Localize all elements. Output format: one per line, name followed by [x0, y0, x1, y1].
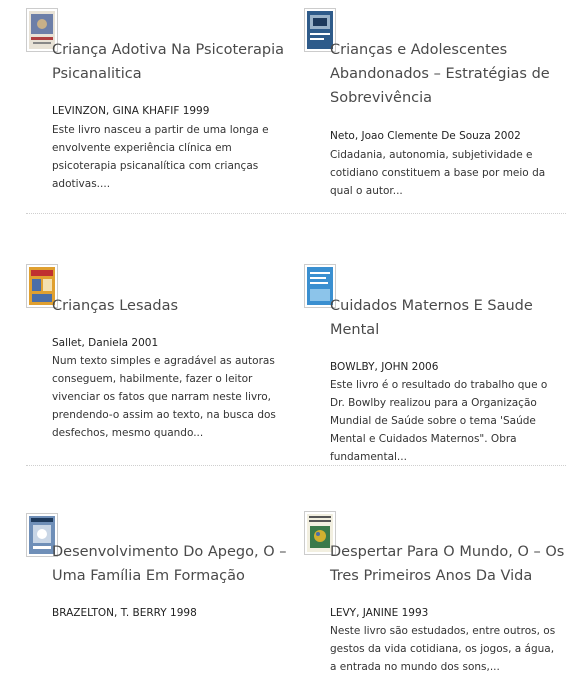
book-author-year: LEVY, JANINE 1993: [330, 607, 429, 619]
book-item: [26, 8, 285, 208]
book-author-year: BOWLBY, JOHN 2006: [330, 361, 439, 373]
book-item: [304, 264, 554, 463]
book-title[interactable]: Crianças Lesadas: [52, 298, 179, 314]
book-description: Este livro é o resultado do trabalho que o Dr. Bowlby realizou para a Organização Mundial de Saúde sobre o tema 'Saúde Mental e Cuidados Maternos". Obra fundamental...: [330, 379, 548, 463]
book-item: [26, 513, 287, 673]
book-item: [26, 264, 276, 454]
row-separator: [26, 213, 566, 214]
book-item: [304, 8, 554, 208]
book-description: Cidadania, autonomia, subjetividade e cotidiano constituem a base por meio da qual o autor...: [330, 149, 546, 197]
book-title[interactable]: Crianças e Adolescentes Abandonados – Estratégias de Sobrevivência: [330, 42, 550, 106]
book-author-year: BRAZELTON, T. BERRY 1998: [52, 607, 197, 619]
book-description: Num texto simples e agradável as autoras conseguem, habilmente, fazer o leitor vivenciar os fatos que narram neste livro, prendendo-o assim ao texto, na busca dos desfechos, mesmo quando...: [52, 355, 276, 439]
book-author-year: Neto, Joao Clemente De Souza 2002: [330, 130, 521, 142]
book-author-year: LEVINZON, GINA KHAFIF 1999: [52, 105, 210, 117]
book-author-year: Sallet, Daniela 2001: [52, 337, 159, 349]
book-title[interactable]: Desenvolvimento Do Apego, O – Uma Família Em Formação: [52, 544, 287, 584]
book-title[interactable]: Criança Adotiva Na Psicoterapia Psicanalitica: [52, 42, 285, 82]
row-separator: [26, 465, 566, 466]
book-title[interactable]: Cuidados Maternos E Saude Mental: [330, 298, 533, 338]
book-description: Este livro nasceu a partir de uma longa e envolvente experiência clínica em psicoterapia psicanalítica com crianças adotivas....: [52, 124, 269, 190]
book-item: [304, 511, 565, 676]
book-title[interactable]: Despertar Para O Mundo, O – Os Tres Primeiros Anos Da Vida: [330, 544, 565, 584]
book-description: Neste livro são estudados, entre outros, os gestos da vida cotidiana, os jogos, a água, a entrada no mundo dos sons,...: [330, 625, 556, 673]
